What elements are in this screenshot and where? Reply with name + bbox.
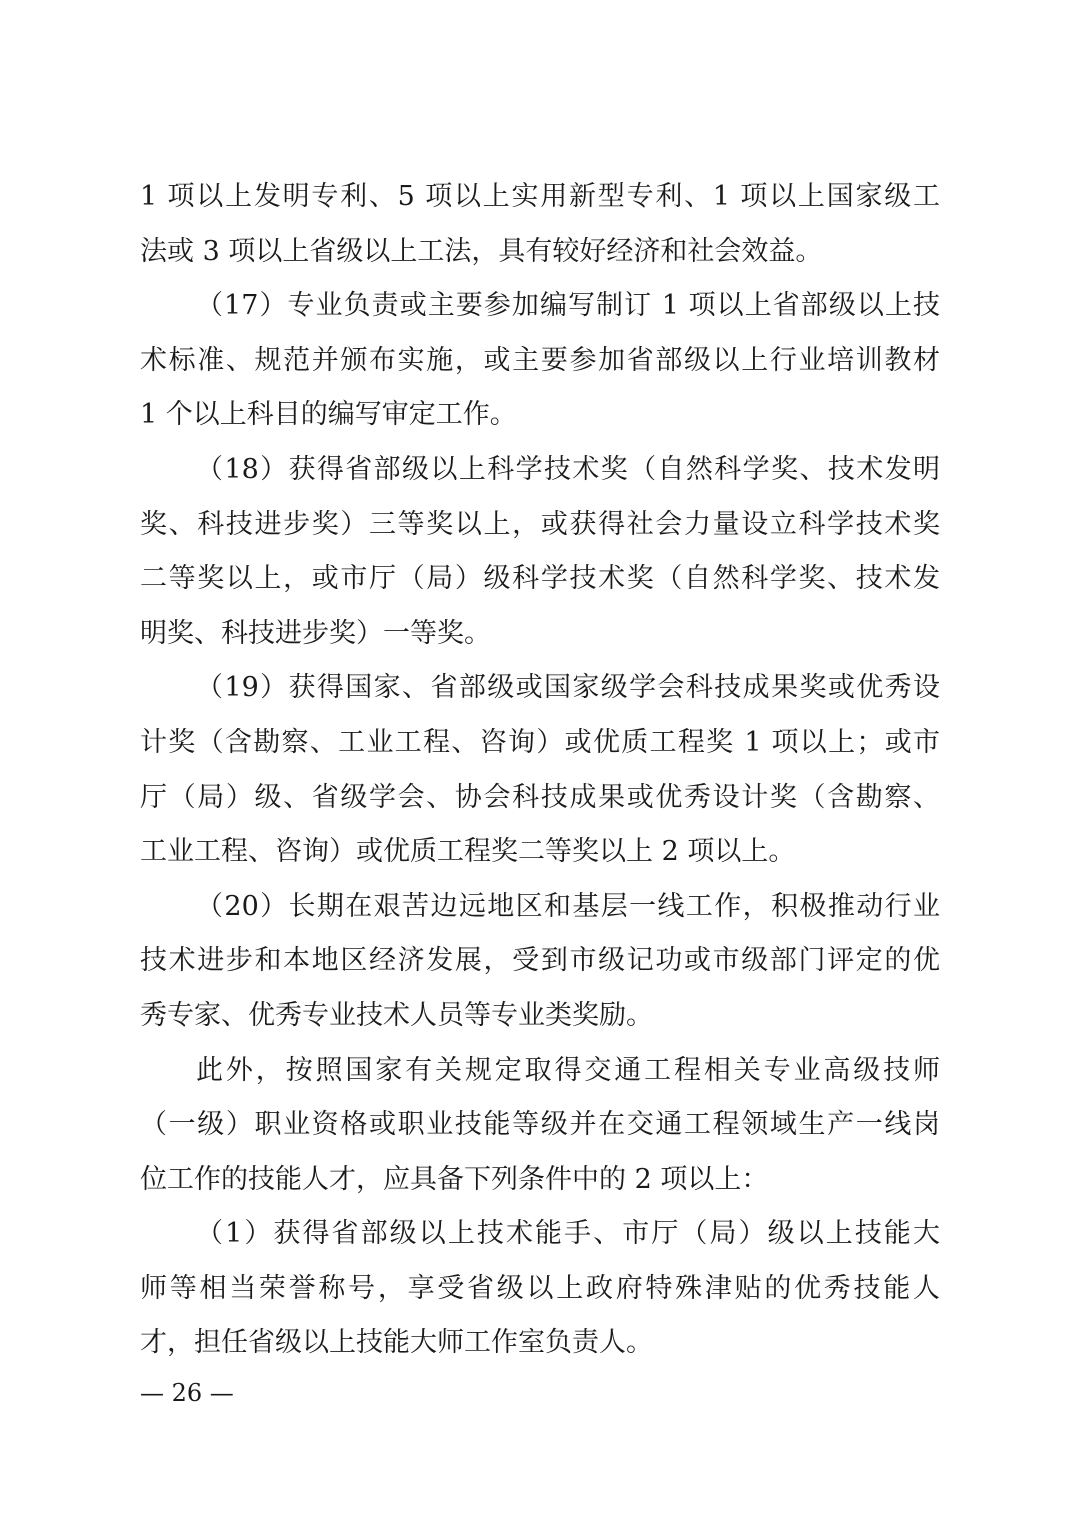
paragraph — [140, 1044, 940, 1208]
text-line: 1 项以上发明专利、5 项以上实用新型专利、1 项以上国家级工 — [140, 181, 940, 212]
paragraph — [140, 279, 940, 443]
text-line: 师等相当荣誉称号，享受省级以上政府特殊津贴的优秀技能人 — [140, 1272, 940, 1304]
document-body — [140, 170, 940, 1371]
text-line: （1）获得省部级以上技术能手、市厅（局）级以上技能大 — [196, 1218, 940, 1250]
text-line: 二等奖以上，或市厅（局）级科学技术奖（自然科学奖、技术发 — [140, 563, 940, 595]
text-line: 此外，按照国家有关规定取得交通工程相关专业高级技师 — [196, 1054, 940, 1086]
text-line: （18）获得省部级以上科学技术奖（自然科学奖、技术发明 — [196, 453, 940, 485]
text-line: 位工作的技能人才，应具备下列条件中的 2 项以上： — [140, 1163, 769, 1195]
text-line: 工业工程、咨询）或优质工程奖二等奖以上 2 项以上。 — [140, 836, 796, 868]
text-line: 技术进步和本地区经济发展，受到市级记功或市级部门评定的优 — [140, 945, 940, 977]
text-line: 厅（局）级、省级学会、协会科技成果或优秀设计奖（含勘察、 — [140, 781, 940, 813]
paragraph — [140, 443, 940, 661]
paragraph — [140, 661, 940, 879]
text-line: 法或 3 项以上省级以上工法，具有较好经济和社会效益。 — [140, 235, 823, 267]
text-line: 才，担任省级以上技能大师工作室负责人。 — [140, 1327, 653, 1359]
paragraph — [140, 880, 940, 1044]
text-line: （17）专业负责或主要参加编写制订 1 项以上省部级以上技 — [196, 290, 940, 322]
text-line: （19）获得国家、省部级或国家级学会科技成果奖或优秀设 — [196, 672, 940, 704]
text-line: 1 个以上科目的编写审定工作。 — [140, 399, 517, 431]
text-line: （20）长期在艰苦边远地区和基层一线工作，积极推动行业 — [196, 890, 940, 922]
text-line: 秀专家、优秀专业技术人员等专业类奖励。 — [140, 999, 653, 1031]
paragraph — [140, 170, 940, 279]
text-line: 计奖（含勘察、工业工程、咨询）或优质工程奖 1 项以上；或市 — [140, 726, 940, 758]
text-line: 奖、科技进步奖）三等奖以上，或获得社会力量设立科学技术奖 — [140, 508, 940, 540]
text-line: 明奖、科技进步奖）一等奖。 — [140, 617, 491, 649]
paragraph — [140, 1207, 940, 1371]
text-line: 术标准、规范并颁布实施，或主要参加省部级以上行业培训教材 — [140, 344, 940, 376]
text-line: （一级）职业资格或职业技能等级并在交通工程领域生产一线岗 — [140, 1109, 940, 1141]
page-number: — 26 — — [140, 1379, 234, 1407]
